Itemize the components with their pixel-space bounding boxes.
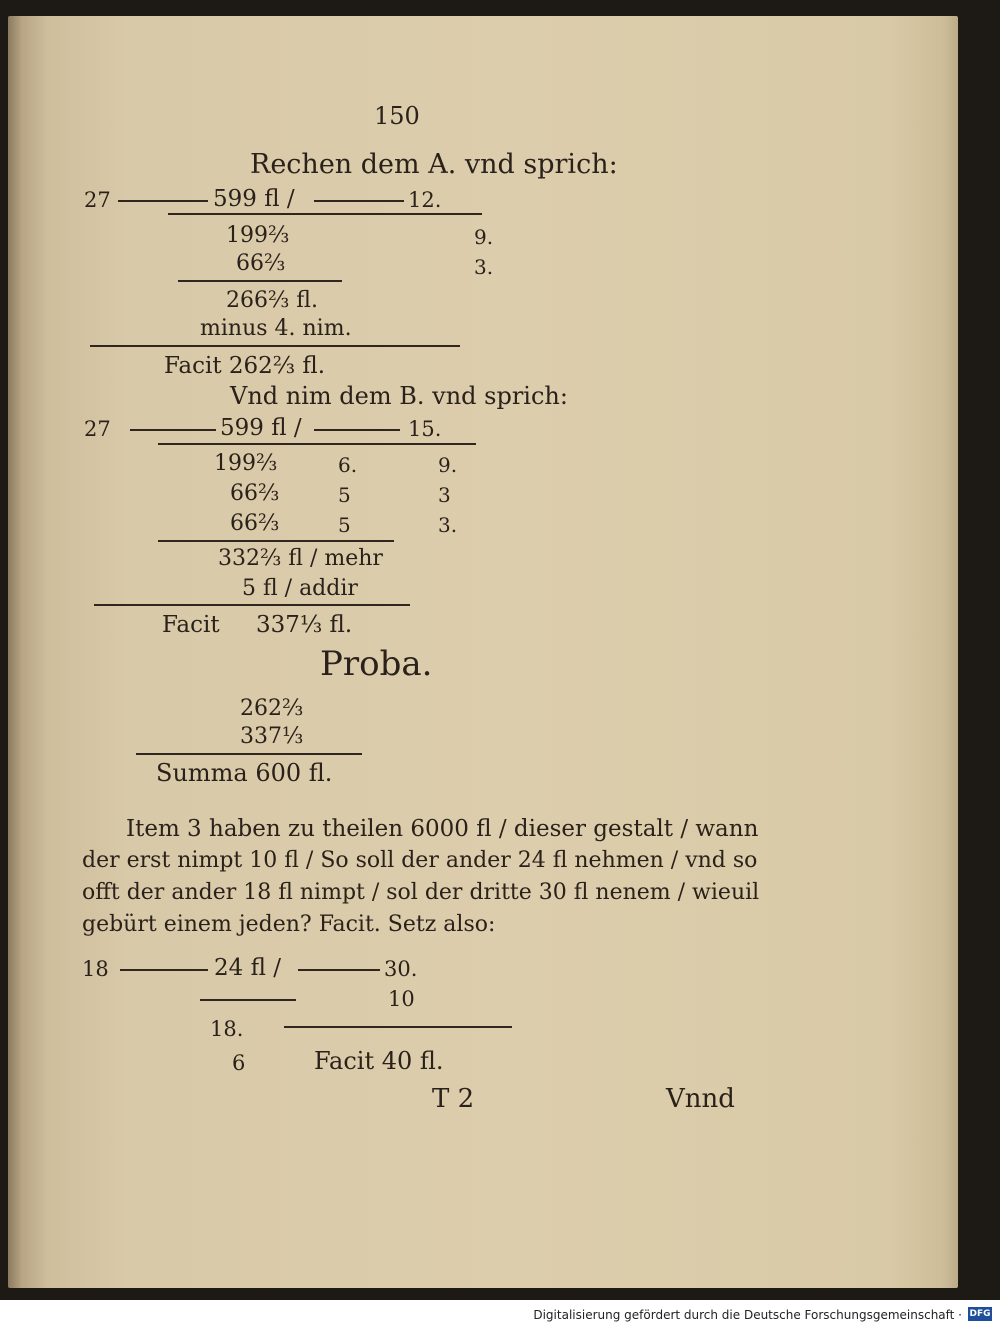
s1-rule3: [90, 345, 460, 347]
s2-rule3: [94, 604, 410, 606]
s2-r3-n: 3: [438, 483, 451, 507]
proba-value-1: 262⅔: [240, 696, 304, 721]
catchword: Vnnd: [666, 1084, 735, 1114]
s2-row1-dash1: [130, 429, 216, 431]
s1-r3-v: 66⅔: [236, 251, 286, 276]
s3-row1-dash1: [120, 969, 208, 971]
s2-row1-b: 599 fl /: [220, 415, 302, 441]
s3-row1-b: 24 fl /: [214, 955, 281, 981]
dfg-logo: DFG: [969, 1309, 991, 1319]
proba-summa: Summa 600 fl.: [156, 759, 333, 787]
heading-rechen: Rechen dem A. vnd sprich:: [250, 149, 618, 180]
s2-facit-label: Facit: [162, 612, 220, 638]
s2-r2-v: 199⅔: [214, 451, 278, 476]
heading-vnd-nim: Vnd nim dem B. vnd sprich:: [230, 382, 568, 410]
s1-row1-dash1: [118, 200, 208, 202]
s1-minus: minus 4. nim.: [200, 316, 352, 341]
s1-sub: 266⅔ fl.: [226, 288, 318, 313]
s1-r2-n: 9.: [474, 225, 494, 249]
s3-rule1: [200, 999, 296, 1001]
s3-eighteen: 18.: [210, 1017, 244, 1041]
paragraph-line-3: offt der ander 18 fl nimpt / sol der dritte 30 fl nenem / wieuil: [82, 880, 760, 905]
s1-row1-b: 599 fl /: [213, 186, 295, 212]
s2-facit-value: 337⅓ fl.: [256, 612, 353, 638]
s2-row1-dash2: [314, 429, 400, 431]
s3-row1-a: 18: [82, 957, 109, 981]
s3-ten: 10: [388, 987, 415, 1011]
s2-r3-v: 66⅔: [230, 481, 280, 506]
s2-r2-m: 6.: [338, 453, 358, 477]
s2-row1-c: 15.: [408, 417, 442, 441]
s2-rule1: [158, 443, 476, 445]
proba-rule: [136, 753, 362, 755]
s1-r3-n: 3.: [474, 255, 494, 279]
s1-rule1: [168, 213, 482, 215]
s3-row1-c: 30.: [384, 957, 418, 981]
s2-r4-v: 66⅔: [230, 511, 280, 536]
s2-r4-n: 3.: [438, 513, 458, 537]
paragraph-line-2: der erst nimpt 10 fl / So soll der ander 24 fl nehmen / vnd so: [82, 848, 758, 873]
paper-sheet: [8, 16, 958, 1288]
s3-row1-dash2: [298, 969, 380, 971]
s1-r2-v: 199⅔: [226, 223, 290, 248]
s1-row1-c: 12.: [408, 188, 442, 212]
s3-facit: Facit 40 fl.: [314, 1047, 444, 1075]
proba-heading: Proba.: [320, 644, 433, 684]
s2-addir: 5 fl / addir: [242, 576, 358, 601]
s1-row1-dash2: [314, 200, 404, 202]
signature-mark: T 2: [432, 1084, 475, 1114]
s1-rule2: [178, 280, 342, 282]
s2-r3-m: 5: [338, 483, 351, 507]
s2-row1-a: 27: [84, 417, 111, 441]
s3-six: 6: [232, 1051, 246, 1075]
footer-bar: [0, 1300, 1000, 1330]
s2-rule2: [158, 540, 394, 542]
s1-row1-a: 27: [84, 188, 111, 212]
s1-facit: Facit 262⅔ fl.: [164, 353, 326, 379]
s3-rule2: [284, 1026, 512, 1028]
s2-r2-n: 9.: [438, 453, 458, 477]
proba-value-2: 337⅓: [240, 724, 304, 749]
s2-sub: 332⅔ fl / mehr: [218, 546, 383, 571]
paragraph-line-1: Item 3 haben zu theilen 6000 fl / dieser gestalt / wann: [126, 816, 759, 842]
paragraph-line-4: gebürt einem jeden? Facit. Setz also:: [82, 912, 496, 937]
footer-credit: Digitalisierung gefördert durch die Deutsche Forschungsgemeinschaft ·: [533, 1308, 962, 1322]
page-number: 150: [374, 102, 420, 130]
s2-r4-m: 5: [338, 513, 351, 537]
